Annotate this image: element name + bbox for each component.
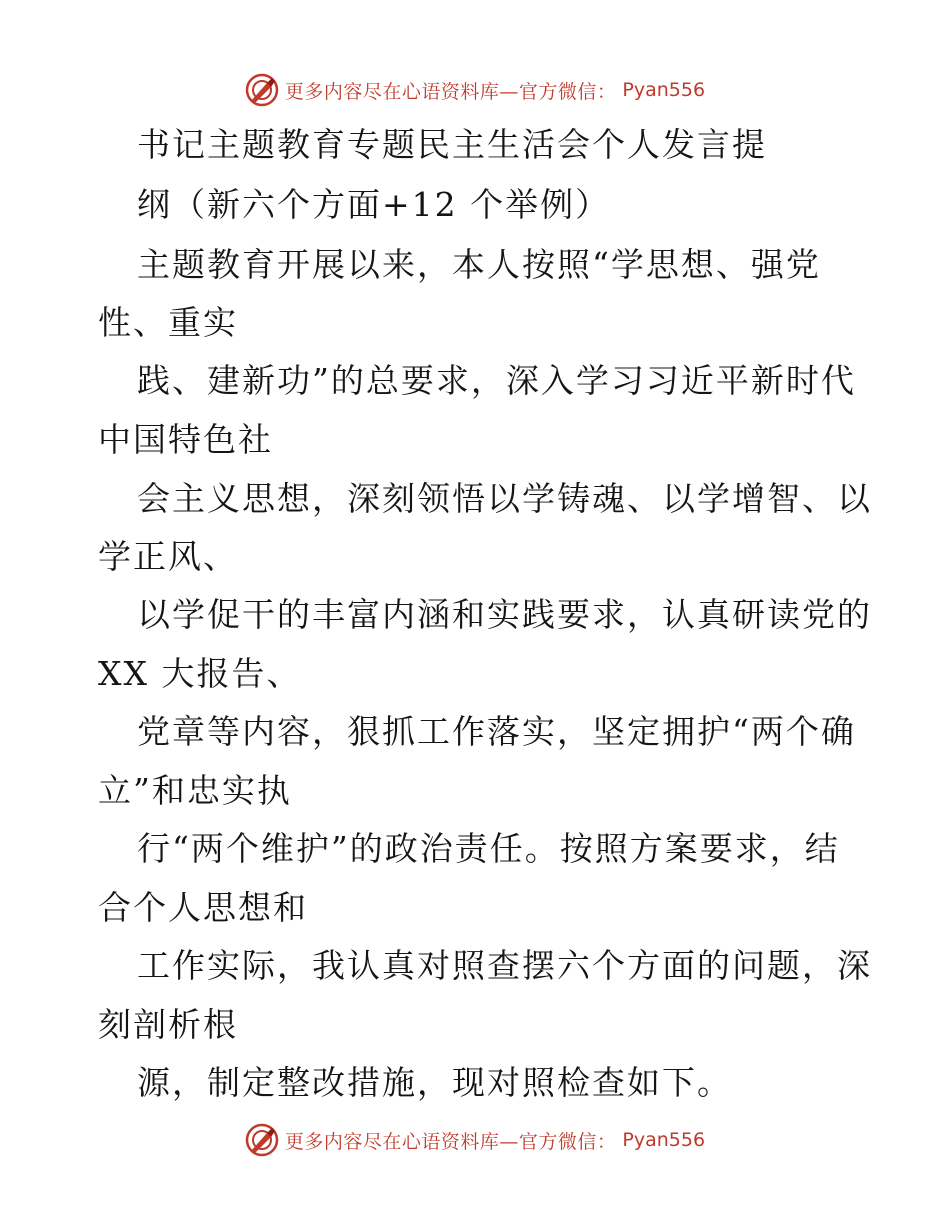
header-watermark — [0, 70, 950, 110]
watermark-logo-icon — [245, 73, 279, 107]
doc-line: 学正风、 — [98, 537, 238, 576]
doc-line: 中国特色社 — [98, 420, 273, 459]
doc-line: 刻剖析根 — [98, 1005, 238, 1044]
doc-line: 工作实际，我认真对照查摆六个方面的问题，深 — [137, 946, 872, 985]
doc-line: 党章等内容，狠抓工作落实，坚定拥护“两个确 — [137, 712, 856, 751]
watermark-handle: Pyan556 — [622, 79, 706, 101]
doc-line: 行“两个维护”的政治责任。按照方案要求，结 — [137, 829, 840, 868]
doc-line: 主题教育开展以来，本人按照“学思想、强党 — [137, 245, 821, 284]
doc-line: 源，制定整改措施，现对照检查如下。 — [137, 1063, 732, 1102]
doc-line: 以学促干的丰富内涵和实践要求，认真研读党的 — [137, 595, 872, 634]
doc-line: 纲（新六个方面+12 个举例） — [137, 185, 611, 224]
watermark-text: 更多内容尽在心语资料库—官方微信： — [284, 1130, 617, 1153]
watermark-logo-icon — [245, 1123, 279, 1157]
doc-line: 会主义思想，深刻领悟以学铸魂、以学增智、以 — [137, 479, 872, 518]
footer-watermark — [0, 1120, 950, 1160]
doc-line: XX 大报告、 — [98, 654, 302, 693]
doc-line: 性、重实 — [98, 303, 238, 342]
watermark-handle: Pyan556 — [622, 1129, 706, 1151]
doc-line: 合个人思想和 — [98, 888, 308, 927]
doc-line: 书记主题教育专题民主生活会个人发言提 — [137, 125, 767, 164]
doc-line: 立”和忠实执 — [98, 771, 292, 810]
watermark-text: 更多内容尽在心语资料库—官方微信： — [284, 80, 617, 103]
doc-line: 践、建新功”的总要求，深入学习习近平新时代 — [137, 361, 856, 400]
